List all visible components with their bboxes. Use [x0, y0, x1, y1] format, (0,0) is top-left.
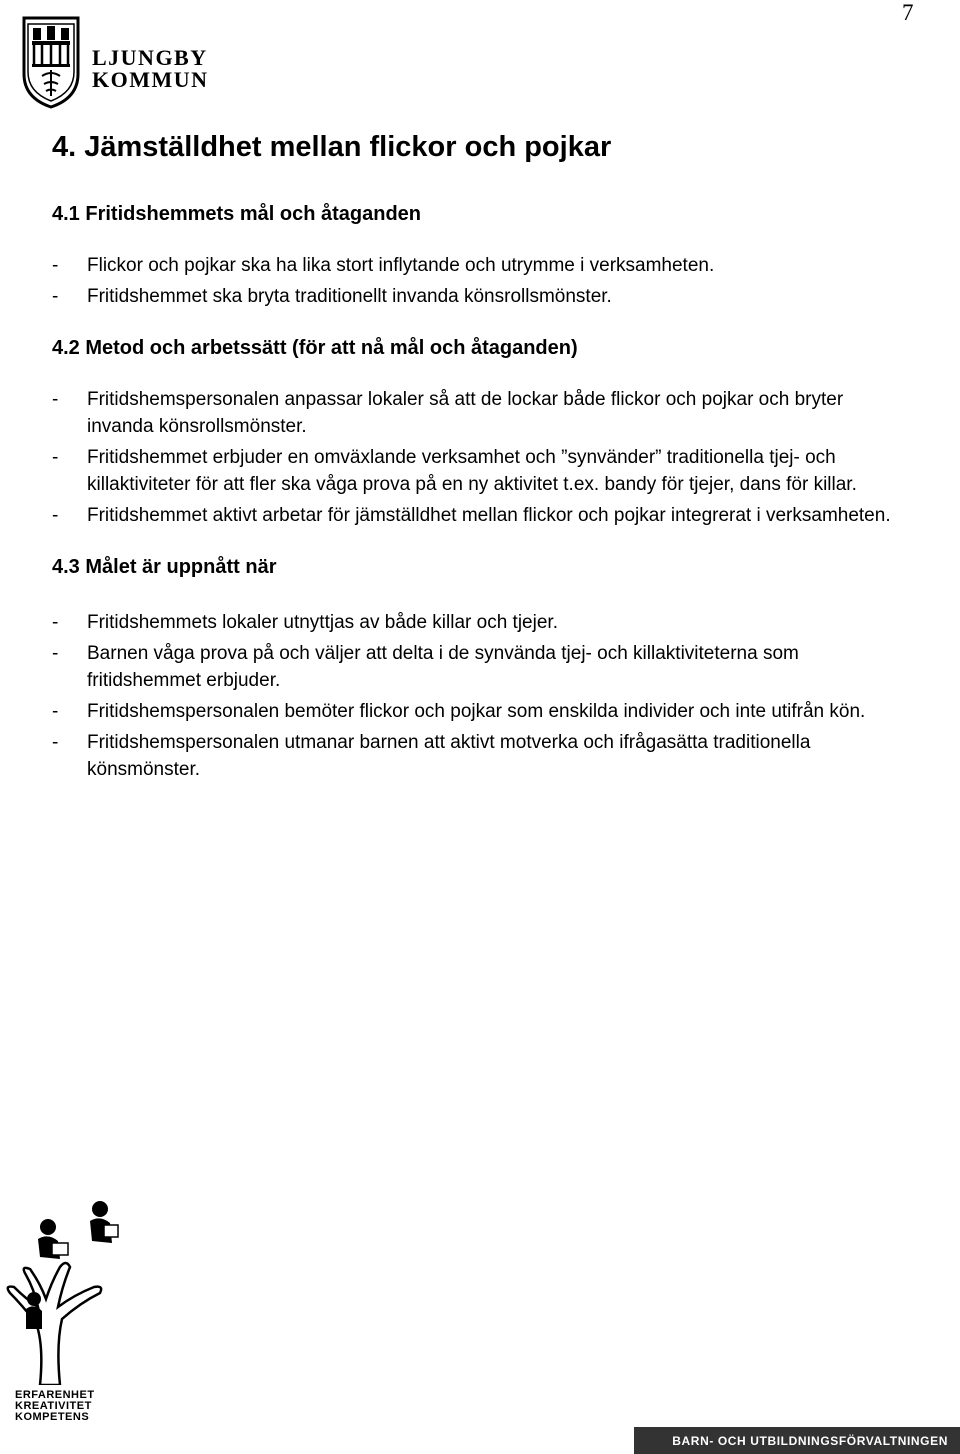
- motto-line-2: KREATIVITET: [15, 1400, 92, 1412]
- section-heading-4-2: 4.2 Metod och arbetssätt (för att nå mål och åtaganden): [52, 337, 578, 359]
- list-item: - Fritidshemspersonalen anpassar lokaler så att de lockar både flickor och pojkar och bryter invanda könsrollsmönster.: [52, 386, 912, 440]
- list-item: - Fritidshemspersonalen bemöter flickor och pojkar som enskilda individer och inte utifrån kön.: [52, 698, 912, 725]
- list-item: - Fritidshemmet erbjuder en omväxlande verksamhet och ”synvänder” traditionella tjej- och killaktiviteter för att fler ska våga prova på en ny aktivitet t.ex. bandy för tjejer, dans för killar.: [52, 444, 912, 498]
- page-title: 4. Jämställdhet mellan flickor och pojkar: [52, 131, 612, 163]
- list-item: - Fritidshemmets lokaler utnyttjas av både killar och tjejer.: [52, 609, 912, 636]
- child-figure-icon: [92, 1201, 108, 1217]
- child-figure-icon: [27, 1292, 41, 1306]
- bullet-dash: -: [52, 643, 59, 664]
- page-number: 7: [902, 0, 914, 25]
- child-figure-icon: [40, 1219, 56, 1235]
- logo-line-2: KOMMUN: [92, 67, 209, 92]
- section-list-4-2: [52, 386, 912, 529]
- list-item: - Flickor och pojkar ska ha lika stort inflytande och utrymme i verksamheten.: [52, 252, 912, 279]
- bullet-dash: -: [52, 505, 59, 526]
- bullet-dash: -: [52, 389, 59, 410]
- main-content: [52, 120, 912, 787]
- section-list-4-3: [52, 609, 912, 783]
- bullet-dash: -: [52, 286, 59, 307]
- section-heading-4-3: 4.3 Målet är uppnått när: [52, 556, 277, 578]
- bullet-dash: -: [52, 447, 59, 468]
- section-heading-4-1: 4.1 Fritidshemmets mål och åtaganden: [52, 203, 421, 225]
- logo-wordmark: [92, 47, 209, 91]
- footer-department: BARN- OCH UTBILDNINGSFÖRVALTNINGEN: [672, 1434, 948, 1448]
- logo-line-1: LJUNGBY: [92, 45, 208, 70]
- coat-of-arms-icon: [20, 14, 82, 110]
- bullet-dash: -: [52, 701, 59, 722]
- list-item: - Fritidshemmet aktivt arbetar för jämställdhet mellan flickor och pojkar integrerat i verksamheten.: [52, 502, 912, 529]
- list-item: - Barnen våga prova på och väljer att delta i de synvända tjej- och killaktiviteterna som fritidshemmet erbjuder.: [52, 640, 912, 694]
- list-item: - Fritidshemmet ska bryta traditionellt invanda könsrollsmönster.: [52, 283, 912, 310]
- footer-bar: [634, 1427, 960, 1454]
- bullet-dash: -: [52, 732, 59, 753]
- municipality-logo: [20, 14, 230, 114]
- bullet-dash: -: [52, 612, 59, 633]
- motto: [15, 1390, 95, 1423]
- section-list-4-1: [52, 252, 912, 310]
- motto-line-3: KOMPETENS: [15, 1411, 90, 1423]
- motto-line-1: ERFARENHET: [15, 1389, 95, 1401]
- list-item: - Fritidshemspersonalen utmanar barnen att aktivt motverka och ifrågasätta traditionella könsmönster.: [52, 729, 912, 783]
- bullet-dash: -: [52, 255, 59, 276]
- tree-with-children-illustration: [0, 1195, 140, 1385]
